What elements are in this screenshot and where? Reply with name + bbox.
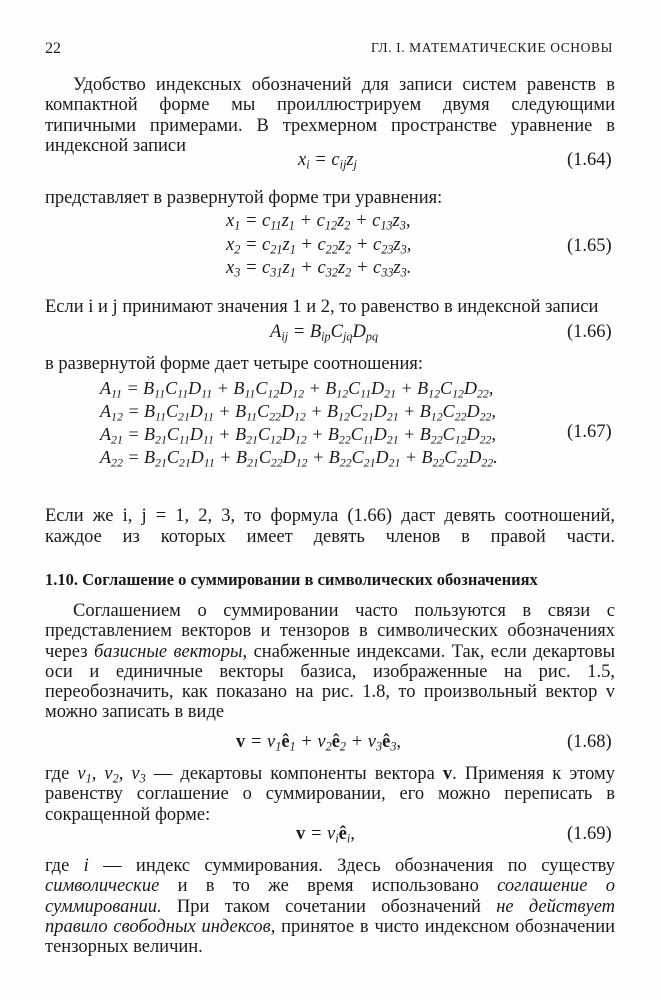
equation-1-67-row: $A_{21} = B_{21}C_{11}D_{11} + B_{21}C_{12}D_{12} + B_{22}C_{11}D_{21} + B_{22}C_{12}D_{22}$, [100,424,496,447]
equation-number-1-67: (1.67) [567,422,612,442]
paragraph-expanded-form: представляет в развернутой форме три уравнения: [45,188,443,208]
page-number: 22 [45,40,61,57]
equation-number-1-69: (1.69) [567,824,612,844]
text-run: снабженные индексами. Так, если декартовы оси и единичные векторы базиса, изображенные на рис. 1.5, переобозначить, как показано на рис. 1.8, то произвольный вектор v можно записать в виде [45,641,616,723]
equation-1-65-row: $x_1 = c_{11}z_1 + c_{12}z_2 + c_{13}z_3$, [226,211,411,233]
equation-number-1-66: (1.66) [567,322,612,342]
text-run: При таком сочетании обозначений [176,896,481,917]
section-heading: 1.10. Соглашение о суммировании в символических обозначениях [45,570,538,589]
equation-number-1-68: (1.68) [567,732,612,752]
equation-number-1-64: (1.64) [567,150,612,170]
text-run: где [45,856,70,876]
text-run: . Применяя к этому равенству соглашение о суммировании, его можно переписать в сокращенной форме: [45,764,615,825]
equation-1-65-row: $x_2 = c_{21}z_1 + c_{22}z_2 + c_{23}z_3$, [226,234,412,257]
term-free-index-rule: не действует правило свободных индексов, [45,896,616,937]
equation-1-67-row: $A_{11} = B_{11}C_{11}D_{11} + B_{11}C_{12}D_{12} + B_{12}C_{11}D_{21} + B_{12}C_{12}D_{22}$, [100,378,494,401]
paragraph-index-values: Если i и j принимают значения 1 и 2, то равенство в индексной записи [45,297,599,317]
term-summation-convention: соглашение о суммировании. [45,876,615,917]
text-run: Соглашением о суммировании часто пользуются в связи с представлением векторов и тензоров в символических обозначениях через [45,601,615,662]
paragraph-nine-relations-line2: каждое из которых имеет девять членов в правой части. [45,527,615,547]
equation-1-67-row: $A_{12} = B_{11}C_{21}D_{11} + B_{11}C_{22}D_{12} + B_{12}C_{21}D_{21} + B_{12}C_{22}D_{22}$, [100,401,496,424]
text-run: и в то же время использовано [177,876,479,897]
inline-vector: v [442,764,453,784]
inline-math: $v_1$, $v_2$, $v_3$ [77,764,146,786]
equation-1-67-row: $A_{22} = B_{21}C_{21}D_{11} + B_{21}C_{22}D_{12} + B_{22}C_{21}D_{21} + B_{22}C_{22}D_{22}$. [100,447,498,470]
inline-math: i [83,856,89,876]
equation-1-65 [226,210,411,281]
paragraph-four-relations: в развернутой форме дает четыре соотношения: [45,354,424,374]
equation-1-69: $v = v_iê_i$, [296,824,355,846]
equation-1-68: $v = v_1ê_1$ + $v_2ê_2$ + $v_3ê_3$, [236,732,402,754]
text-run: — декартовы компоненты вектора [153,764,435,784]
paragraph-nine-relations-line1: Если же i, j = 1, 2, 3, то формула (1.66) даст девять соотношений, [45,506,615,526]
equation-1-67 [100,377,498,469]
term-basis-vectors: базисные векторы, [93,641,248,662]
running-head: ГЛ. I. МАТЕМАТИЧЕСКИЕ ОСНОВЫ [371,40,613,55]
paragraph-summation-convention [45,601,615,723]
text-run: — индекс суммирования. Здесь обозначения по существу [103,856,616,876]
equation-number-1-65: (1.65) [567,236,612,256]
equation-1-66: $A_{ij} = B_{ip}C_{jq}D_{pq}$ [270,322,379,344]
equation-1-64: $x_i = c_{ij}z_j$ [298,150,357,172]
paragraph-components [45,764,615,825]
term-symbolic: символические [45,876,160,897]
paragraph-intro: Удобство индексных обозначений для записи систем равенств в компактной форме мы проиллюстрируем двумя следующими типичными примерами. В трехмерном пространстве уравнение в индексной записи [45,75,615,156]
paragraph-summation-index [45,856,615,957]
equation-1-65-row: $x_3 = c_{31}z_1 + c_{32}z_2 + c_{33}z_3$. [226,258,412,280]
text-run: где [45,764,70,784]
text-run: принятое в чисто индексном обозначении тензорных величин. [45,916,616,958]
